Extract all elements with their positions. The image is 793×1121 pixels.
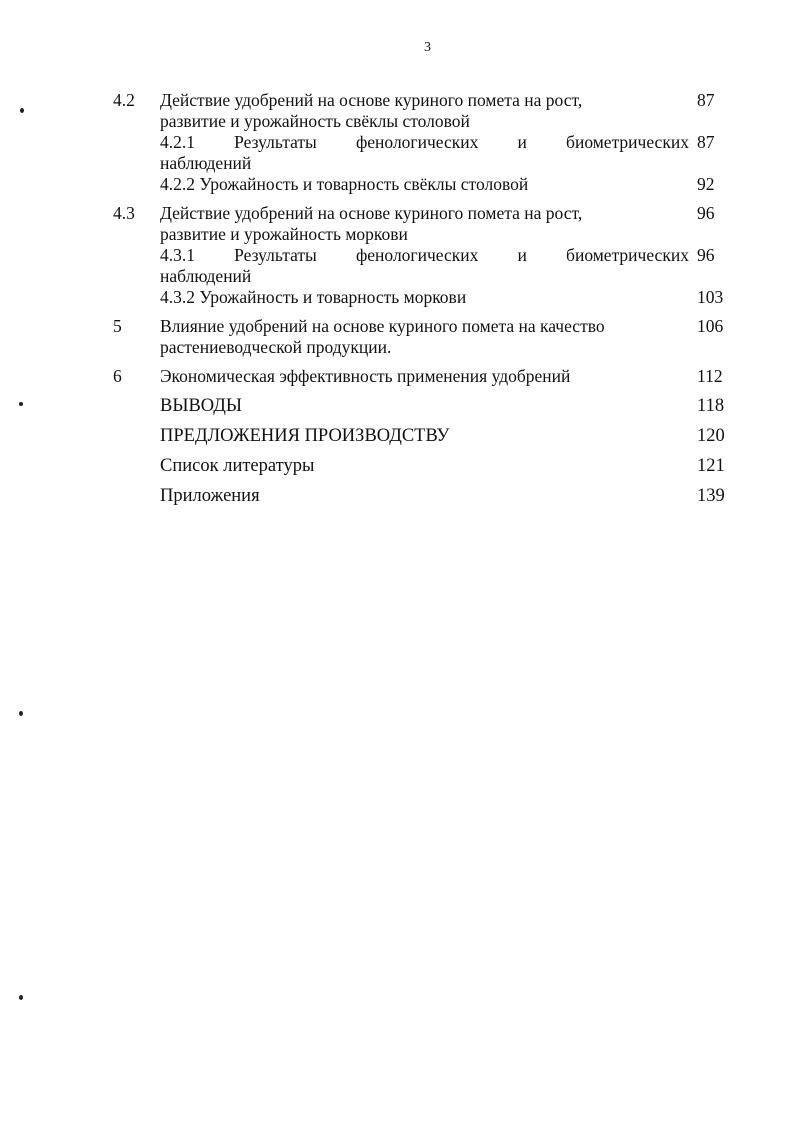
toc-entry-4-2 xyxy=(113,90,733,195)
toc-entry-title: Список литературы xyxy=(160,456,315,476)
toc-entry-title: ПРЕДЛОЖЕНИЯ ПРОИЗВОДСТВУ xyxy=(160,426,450,446)
toc-subentry-page: 103 xyxy=(697,287,724,307)
toc-entry-page: 96 xyxy=(697,203,715,223)
toc-entry-page: 87 xyxy=(697,90,715,110)
scan-mark xyxy=(19,402,23,406)
toc-entry-page: 120 xyxy=(697,426,725,446)
toc-entry-page: 112 xyxy=(697,366,723,386)
toc-entry-number: 5 xyxy=(113,316,122,336)
toc-entry-title: Действие удобрений на основе куриного помета на рост, xyxy=(160,203,583,223)
toc-entry-references xyxy=(113,455,733,477)
toc-entry-proposals xyxy=(113,425,733,447)
page-number: 3 xyxy=(424,40,431,55)
table-of-contents xyxy=(113,90,733,515)
toc-entry-number: 4.2 xyxy=(113,90,135,110)
toc-entry-6 xyxy=(113,366,733,387)
toc-entry-title-cont: развитие и урожайность свёклы столовой xyxy=(160,111,470,131)
toc-entry-appendices xyxy=(113,485,733,507)
scan-mark xyxy=(19,711,23,716)
toc-entry-number: 6 xyxy=(113,366,122,386)
toc-subentry-title: 4.3.2 Урожайность и товарность моркови xyxy=(160,287,467,307)
toc-entry-number: 4.3 xyxy=(113,203,135,223)
toc-entry-title-cont: развитие и урожайность моркови xyxy=(160,224,408,244)
toc-entry-page: 106 xyxy=(697,316,724,336)
toc-entry-page: 121 xyxy=(697,456,725,476)
toc-entry-title: Приложения xyxy=(160,486,260,506)
toc-subentry-title: 4.2.2 Урожайность и товарность свёклы столовой xyxy=(160,174,529,194)
toc-subentry-title-cont: наблюдений xyxy=(160,266,252,286)
toc-entry-5 xyxy=(113,316,733,358)
scan-mark xyxy=(19,995,23,1000)
toc-entry-conclusions xyxy=(113,395,733,417)
toc-subentry-page: 87 xyxy=(697,132,715,152)
toc-entry-title: Действие удобрений на основе куриного помета на рост, xyxy=(160,90,583,110)
toc-entry-title-cont: растениеводческой продукции. xyxy=(160,337,392,357)
toc-entry-title: ВЫВОДЫ xyxy=(160,396,243,416)
toc-entry-4-3 xyxy=(113,203,733,308)
toc-entry-page: 118 xyxy=(697,396,725,416)
toc-subentry-title: 4.3.1 Результаты фенологических и биометрических xyxy=(160,245,689,265)
toc-subentry-page: 96 xyxy=(697,245,715,265)
toc-subentry-title-cont: наблюдений xyxy=(160,153,252,173)
toc-entry-title: Влияние удобрений на основе куриного помета на качество xyxy=(160,316,605,336)
toc-entry-title: Экономическая эффективность применения удобрений xyxy=(160,366,571,386)
toc-entry-page: 139 xyxy=(697,486,725,506)
toc-subentry-page: 92 xyxy=(697,174,715,194)
toc-subentry-title: 4.2.1 Результаты фенологических и биометрических xyxy=(160,132,689,152)
scan-mark xyxy=(20,108,24,113)
